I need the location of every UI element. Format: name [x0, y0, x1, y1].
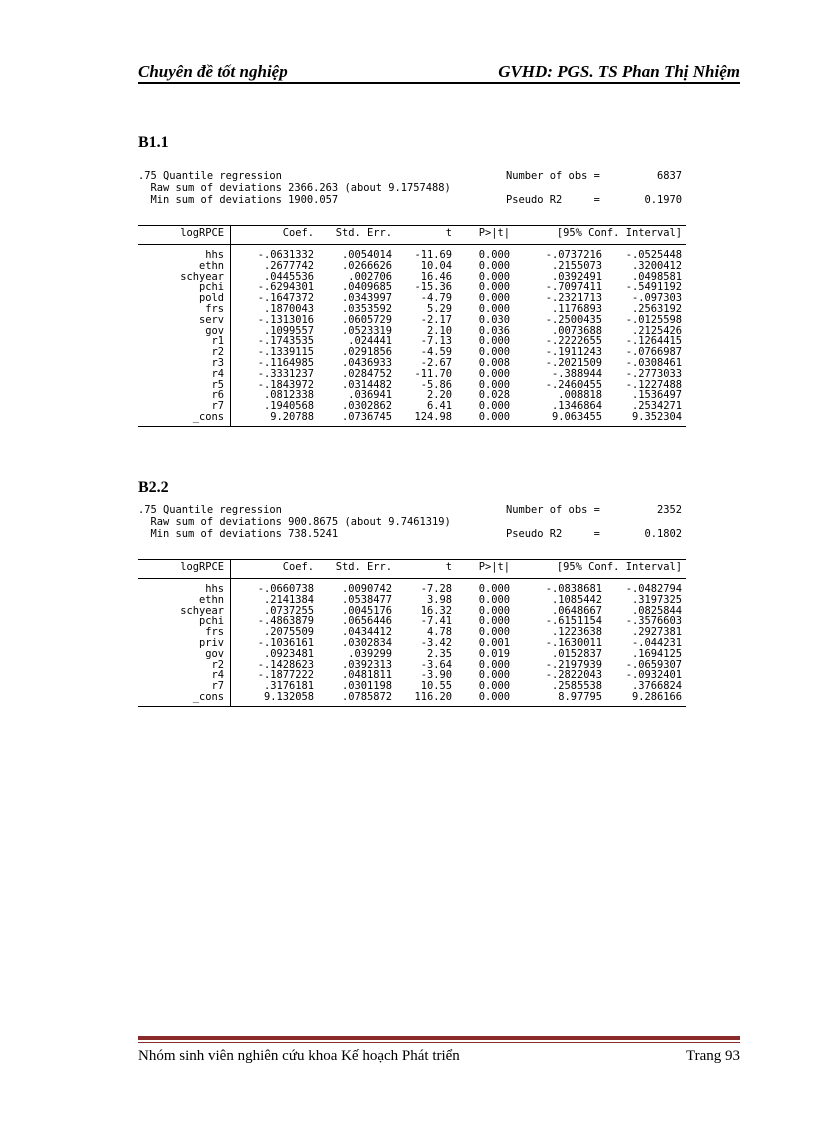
p-value: 0.000	[478, 604, 510, 617]
info-line	[138, 516, 686, 528]
col-header-t: t	[445, 227, 452, 239]
col-header-stderr: Std. Err.	[335, 561, 392, 573]
info-value: 0.1802	[644, 528, 682, 540]
info-line	[138, 528, 686, 540]
footer-rule-thick	[138, 1036, 740, 1040]
p-value: 0.000	[478, 303, 510, 315]
stderr-value: .0353592	[341, 303, 392, 315]
coef-value: .0445536	[263, 270, 314, 283]
stderr-value: .0301198	[341, 680, 392, 693]
t-value: 10.04	[420, 259, 452, 272]
coef-value: 9.132058	[263, 691, 314, 703]
row-variable: gov	[205, 324, 224, 337]
ci-lower: -.7097411	[545, 281, 602, 294]
stderr-value: .036941	[348, 389, 392, 402]
stderr-value: .0605729	[341, 313, 392, 326]
stderr-value: .0538477	[341, 593, 392, 606]
ci-lower: -.2460455	[545, 378, 602, 391]
t-value: 6.41	[426, 400, 452, 413]
stderr-value: .0785872	[341, 691, 392, 703]
stderr-value: .0434412	[341, 626, 392, 639]
ci-lower: .1176893	[551, 303, 602, 315]
p-value: 0.008	[478, 357, 510, 369]
ci-upper: -.5491192	[625, 281, 682, 294]
info-label: Number of obs =	[506, 170, 600, 182]
row-variable: ethn	[198, 259, 224, 272]
coef-value: -.6294301	[257, 281, 314, 294]
p-value: 0.000	[478, 249, 510, 261]
ci-upper: .2534271	[631, 400, 682, 413]
t-value: 3.98	[426, 593, 452, 606]
row-variable: r6	[211, 389, 224, 402]
p-value: 0.000	[478, 615, 510, 628]
ci-lower: 9.063455	[551, 411, 602, 423]
row-variable: _cons	[192, 411, 224, 423]
col-header-coef: Coef.	[282, 561, 314, 573]
table-row	[138, 649, 686, 660]
col-header-p: P>|t|	[478, 227, 510, 239]
page-header	[138, 58, 740, 84]
section-title-b2-2: B2.2	[138, 479, 169, 496]
t-value: -7.41	[420, 615, 452, 628]
ci-upper: .2927381	[631, 626, 682, 639]
row-variable: r1	[211, 335, 224, 348]
p-value: 0.000	[478, 270, 510, 283]
ci-upper: -.0932401	[625, 669, 682, 682]
table-header-row	[138, 228, 686, 242]
col-header-depvar: logRPCE	[180, 227, 224, 239]
coef-value: .0923481	[263, 647, 314, 660]
t-value: 124.98	[414, 411, 452, 423]
stderr-value: .0656446	[341, 615, 392, 628]
table-top-rule	[138, 225, 686, 226]
table-divider	[230, 225, 231, 426]
p-value: 0.000	[478, 680, 510, 693]
table-top-rule	[138, 559, 686, 560]
coef-value: .0812338	[263, 389, 314, 402]
stderr-value: .0392313	[341, 658, 392, 671]
ci-lower: -.2197939	[545, 658, 602, 671]
ci-upper: .2125426	[631, 324, 682, 337]
ci-lower: -.0737216	[545, 249, 602, 261]
coef-value: -.1036161	[257, 637, 314, 649]
coef-value: -.1313016	[257, 313, 314, 326]
ci-lower: -.0838681	[545, 583, 602, 595]
t-value: 5.29	[426, 303, 452, 315]
p-value: 0.000	[478, 411, 510, 423]
coef-value: .3176181	[263, 680, 314, 693]
p-value: 0.030	[478, 313, 510, 326]
row-variable: r7	[211, 400, 224, 413]
coef-value: -.0660738	[257, 583, 314, 595]
ci-upper: .3197325	[631, 593, 682, 606]
ci-lower: -.1911243	[545, 346, 602, 359]
stderr-value: .0302862	[341, 400, 392, 413]
p-value: 0.036	[478, 324, 510, 337]
t-value: -11.70	[414, 367, 452, 380]
regression-info-b1-1	[138, 170, 686, 206]
row-variable: r2	[211, 346, 224, 359]
p-value: 0.019	[478, 647, 510, 660]
footer-rule-thin	[138, 1042, 740, 1043]
stderr-value: .0409685	[341, 281, 392, 294]
ci-lower: .0152837	[551, 647, 602, 660]
coef-value: .1099557	[263, 324, 314, 337]
ci-lower: .0648667	[551, 604, 602, 617]
p-value: 0.000	[478, 583, 510, 595]
ci-upper: -.0525448	[625, 249, 682, 261]
ci-upper: -.0308461	[625, 357, 682, 369]
ci-upper: .0498581	[631, 270, 682, 283]
table-header-row	[138, 562, 686, 576]
stderr-value: .0481811	[341, 669, 392, 682]
info-text: Min sum of deviations 1900.057	[138, 194, 339, 206]
row-variable: frs	[205, 626, 224, 639]
ci-lower: -.388944	[551, 367, 602, 380]
ci-lower: -.2222655	[545, 335, 602, 348]
p-value: 0.000	[478, 346, 510, 359]
stderr-value: .0266626	[341, 259, 392, 272]
t-value: 116.20	[414, 691, 452, 703]
col-header-coef: Coef.	[282, 227, 314, 239]
ci-lower: .1346864	[551, 400, 602, 413]
coef-value: .2677742	[263, 259, 314, 272]
info-value: 6837	[656, 170, 682, 182]
table-row	[138, 315, 686, 326]
regression-info-b2-2	[138, 504, 686, 540]
page-number: Trang 93	[685, 1048, 740, 1064]
header-title: Chuyên đề tốt nghiệp	[138, 62, 288, 81]
section-title-b1-1: B1.1	[138, 134, 169, 151]
stderr-value: .0302834	[341, 637, 392, 649]
row-variable: _cons	[192, 691, 224, 703]
col-header-t: t	[445, 561, 452, 573]
p-value: 0.000	[478, 400, 510, 413]
p-value: 0.000	[478, 259, 510, 272]
info-text: Raw sum of deviations 900.8675 (about 9.7461319)	[138, 516, 451, 528]
t-value: -2.17	[420, 313, 452, 326]
coef-value: .1870043	[263, 303, 314, 315]
coef-value: -.1743535	[257, 335, 314, 348]
row-variable: pold	[198, 292, 224, 305]
row-variable: gov	[205, 647, 224, 660]
coef-value: .2075509	[263, 626, 314, 639]
p-value: 0.000	[478, 691, 510, 703]
col-header-ci: [95% Conf. Interval]	[556, 227, 682, 239]
p-value: 0.028	[478, 389, 510, 402]
footer-group-name: Nhóm sinh viên nghiên cứu khoa Kế hoạch Phát triển	[138, 1048, 460, 1064]
regression-table-b1-1	[138, 225, 686, 427]
t-value: -2.67	[420, 357, 452, 369]
p-value: 0.000	[478, 593, 510, 606]
stderr-value: .0284752	[341, 367, 392, 380]
col-header-depvar: logRPCE	[180, 561, 224, 573]
ci-lower: -.2500435	[545, 313, 602, 326]
coef-value: -.4863879	[257, 615, 314, 628]
t-value: -4.59	[420, 346, 452, 359]
ci-upper: .1536497	[631, 389, 682, 402]
table-row	[138, 412, 686, 423]
info-text: .75 Quantile regression	[138, 504, 282, 516]
table-row	[138, 595, 686, 606]
ci-lower: -.2822043	[545, 669, 602, 682]
p-value: 0.000	[478, 378, 510, 391]
table-divider	[230, 559, 231, 706]
row-variable: hhs	[205, 583, 224, 595]
coef-value: -.1164985	[257, 357, 314, 369]
ci-upper: -.0659307	[625, 658, 682, 671]
page-footer	[138, 1036, 740, 1076]
row-variable: pchi	[198, 615, 224, 628]
t-value: 2.20	[426, 389, 452, 402]
row-variable: r4	[211, 669, 224, 682]
ci-upper: 9.286166	[631, 691, 682, 703]
row-variable: hhs	[205, 249, 224, 261]
col-header-ci: [95% Conf. Interval]	[556, 561, 682, 573]
header-advisor: GVHD: PGS. TS Phan Thị Nhiệm	[498, 62, 740, 81]
row-variable: pchi	[198, 281, 224, 294]
row-variable: frs	[205, 303, 224, 315]
table-header-rule	[138, 578, 686, 579]
stderr-value: .0523319	[341, 324, 392, 337]
coef-value: -.1428623	[257, 658, 314, 671]
row-variable: serv	[198, 313, 224, 326]
stderr-value: .0045176	[341, 604, 392, 617]
coef-value: -.0631332	[257, 249, 314, 261]
ci-upper: -.3576603	[625, 615, 682, 628]
ci-upper: -.097303	[631, 292, 682, 305]
info-value: 2352	[656, 504, 682, 516]
p-value: 0.000	[478, 658, 510, 671]
coef-value: -.1843972	[257, 378, 314, 391]
t-value: -7.13	[420, 335, 452, 348]
stderr-value: .0343997	[341, 292, 392, 305]
coef-value: .2141384	[263, 593, 314, 606]
info-label: Pseudo R2 =	[506, 528, 600, 540]
ci-lower: -.2021509	[545, 357, 602, 369]
row-variable: r2	[211, 658, 224, 671]
coef-value: 9.20788	[270, 411, 314, 423]
info-text: .75 Quantile regression	[138, 170, 282, 182]
row-variable: ethn	[198, 593, 224, 606]
info-label: Pseudo R2 =	[506, 194, 600, 206]
ci-lower: 8.97795	[558, 691, 602, 703]
col-header-p: P>|t|	[478, 561, 510, 573]
stderr-value: .0736745	[341, 411, 392, 423]
info-line	[138, 194, 686, 206]
ci-upper: -.0482794	[625, 583, 682, 595]
row-variable: r7	[211, 680, 224, 693]
p-value: 0.000	[478, 292, 510, 305]
coef-value: -.3331237	[257, 367, 314, 380]
ci-upper: -.1227488	[625, 378, 682, 391]
stderr-value: .0314482	[341, 378, 392, 391]
coef-value: .1940568	[263, 400, 314, 413]
ci-upper: 9.352304	[631, 411, 682, 423]
table-row	[138, 692, 686, 703]
info-line	[138, 170, 686, 182]
ci-lower: .0392491	[551, 270, 602, 283]
ci-lower: .1223638	[551, 626, 602, 639]
stderr-value: .0090742	[341, 583, 392, 595]
info-line	[138, 182, 686, 194]
t-value: -11.69	[414, 249, 452, 261]
info-label: Number of obs =	[506, 504, 600, 516]
ci-upper: .3766824	[631, 680, 682, 693]
table-row	[138, 369, 686, 380]
t-value: -3.42	[420, 637, 452, 649]
row-variable: r5	[211, 378, 224, 391]
ci-upper: .3200412	[631, 259, 682, 272]
t-value: 16.46	[420, 270, 452, 283]
p-value: 0.000	[478, 626, 510, 639]
info-value: 0.1970	[644, 194, 682, 206]
ci-lower: .008818	[558, 389, 602, 402]
stderr-value: .0291856	[341, 346, 392, 359]
t-value: -3.64	[420, 658, 452, 671]
row-variable: schyear	[180, 270, 224, 283]
table-row	[138, 261, 686, 272]
p-value: 0.000	[478, 669, 510, 682]
t-value: -5.86	[420, 378, 452, 391]
ci-upper: -.0125598	[625, 313, 682, 326]
ci-lower: .1085442	[551, 593, 602, 606]
row-variable: r4	[211, 367, 224, 380]
t-value: -7.28	[420, 583, 452, 595]
ci-upper: .1694125	[631, 647, 682, 660]
ci-upper: .0825844	[631, 604, 682, 617]
row-variable: priv	[198, 637, 224, 649]
regression-table-b2-2	[138, 559, 686, 707]
ci-upper: -.044231	[631, 637, 682, 649]
ci-upper: .2563192	[631, 303, 682, 315]
p-value: 0.000	[478, 335, 510, 348]
stderr-value: .002706	[348, 270, 392, 283]
t-value: 2.35	[426, 647, 452, 660]
t-value: -15.36	[414, 281, 452, 294]
table-header-rule	[138, 244, 686, 245]
coef-value: -.1647372	[257, 292, 314, 305]
t-value: 2.10	[426, 324, 452, 337]
row-variable: r3	[211, 357, 224, 369]
coef-value: -.1877222	[257, 669, 314, 682]
coef-value: .0737255	[263, 604, 314, 617]
coef-value: -.1339115	[257, 346, 314, 359]
ci-lower: .0073688	[551, 324, 602, 337]
t-value: 10.55	[420, 680, 452, 693]
ci-lower: .2585538	[551, 680, 602, 693]
ci-lower: -.1630011	[545, 637, 602, 649]
ci-lower: -.2321713	[545, 292, 602, 305]
ci-upper: -.1264415	[625, 335, 682, 348]
stderr-value: .0436933	[341, 357, 392, 369]
p-value: 0.001	[478, 637, 510, 649]
p-value: 0.000	[478, 367, 510, 380]
p-value: 0.000	[478, 281, 510, 294]
col-header-stderr: Std. Err.	[335, 227, 392, 239]
t-value: 16.32	[420, 604, 452, 617]
ci-upper: -.0766987	[625, 346, 682, 359]
stderr-value: .0054014	[341, 249, 392, 261]
t-value: -4.79	[420, 292, 452, 305]
t-value: 4.78	[426, 626, 452, 639]
ci-upper: -.2773033	[625, 367, 682, 380]
t-value: -3.90	[420, 669, 452, 682]
stderr-value: .039299	[348, 647, 392, 660]
ci-lower: .2155073	[551, 259, 602, 272]
table-bottom-rule	[138, 426, 686, 427]
info-line	[138, 504, 686, 516]
stderr-value: .024441	[348, 335, 392, 348]
row-variable: schyear	[180, 604, 224, 617]
header-rule	[138, 82, 740, 84]
ci-lower: -.6151154	[545, 615, 602, 628]
info-text: Raw sum of deviations 2366.263 (about 9.1757488)	[138, 182, 451, 194]
info-text: Min sum of deviations 738.5241	[138, 528, 339, 540]
table-bottom-rule	[138, 706, 686, 707]
